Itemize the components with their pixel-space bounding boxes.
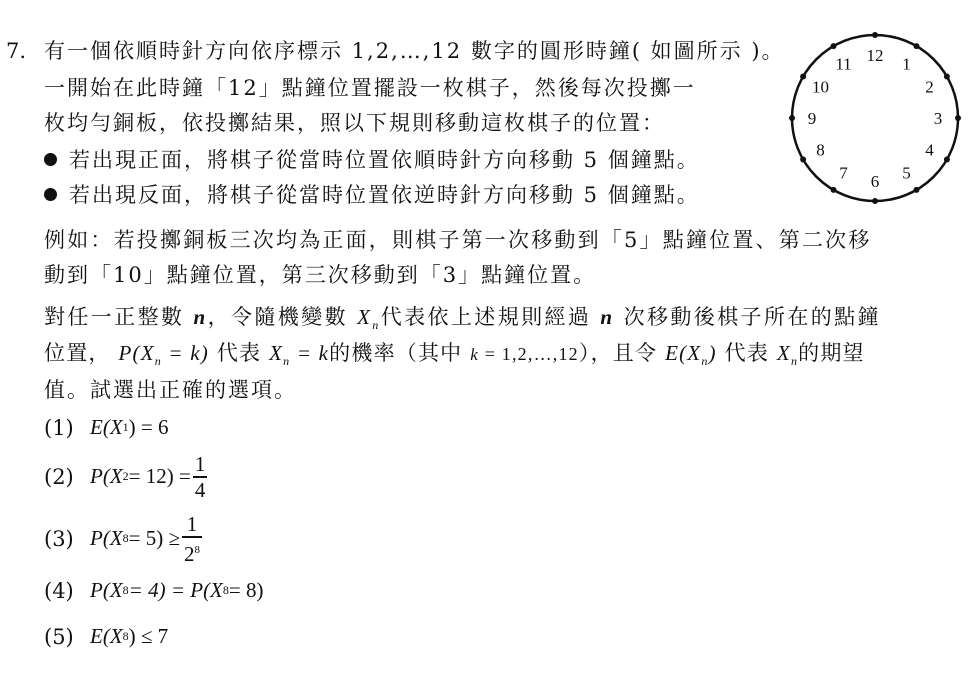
clock-dot-10 [800,74,806,80]
clock-diagram [780,30,970,210]
clock-number-10: 10 [811,77,829,97]
rule-heads [44,145,700,175]
clock-number-9: 9 [807,109,817,128]
problem-line-2: 一開始在此時鐘「12」點鐘位置擺設一枚棋子，然後每次投擲一 [44,76,696,100]
problem-line-3: 枚均勻銅板，依投擲結果，照以下規則移動這枚棋子的位置： [44,111,665,135]
clock-dot-9 [789,115,795,121]
definition-line-1: 對任一正整數 n，令隨機變數 $X_n$代表依上述規則經過 n 次移動後棋子所在的點鐘 [44,305,881,333]
clock-number-6: 6 [870,172,880,191]
instruction-line: 值。試選出正確的選項。 [44,378,297,402]
clock-number-8: 8 [816,140,825,160]
problem-line-1: 有一個依順時針方向依序標示 1,2,…,12 數字的圓形時鐘( 如圖所示 )。 [44,39,785,63]
clock-dot-11 [831,43,837,49]
clock-dot-5 [914,187,920,193]
clock-dot-4 [944,157,950,163]
rule-heads-text: 若出現正面，將棋子從當時位置依順時針方向移動 5 個鐘點。 [69,148,700,172]
rule-tails-text: 若出現反面，將棋子從當時位置依逆時針方向移動 5 個鐘點。 [69,183,700,207]
option-5: (5) E(X 8 ) ≤ 7 [44,624,169,649]
bullet-icon [44,188,57,201]
example-line-2: 動到「10」點鐘位置，第三次移動到「3」點鐘位置。 [44,263,597,287]
option-1: (1) E(X 1 ) = 6 [44,415,169,440]
clock-number-2: 2 [925,77,934,97]
option-4: (4) P(X 8 = 4) = P(X 8 = 8) [44,578,264,603]
problem-number: 7. [6,39,27,63]
bullet-icon [44,153,57,166]
rule-tails [44,180,700,210]
clock-dot-7 [831,187,837,193]
clock-number-1: 1 [902,54,911,74]
clock-dot-2 [944,74,950,80]
option-2: (2) P(X 2 = 12) = $\frac{1}{4}$ [44,452,206,502]
fraction: $\frac{1}{2^8}$ [184,512,201,566]
clock-dot-6 [872,198,878,204]
clock-dot-8 [800,157,806,163]
clock-number-3: 3 [933,109,943,128]
example-line-1: 例如：若投擲銅板三次均為正面，則棋子第一次移動到「5」點鐘位置、第二次移 [44,228,872,252]
definition-line-2: 位置， $P(X_n = k)$ 代表 $X_n = k$的機率（其中 k = 1,2,…,12），且令 $E(X_n)$ 代表 $X_n$的期望 [44,341,865,369]
clock-number-4: 4 [925,140,934,160]
clock-dot-3 [955,115,961,121]
clock-dot-1 [914,43,920,49]
clock-number-11: 11 [835,54,852,74]
clock-number-7: 7 [839,163,848,183]
clock-number-5: 5 [902,163,911,183]
option-3: (3) P(X 8 = 5) ≥ $\frac{1}{2^8}$ [44,512,201,566]
clock-number-12: 12 [866,46,884,65]
clock-dot-12 [872,32,878,38]
fraction: $\frac{1}{4}$ [194,452,206,502]
